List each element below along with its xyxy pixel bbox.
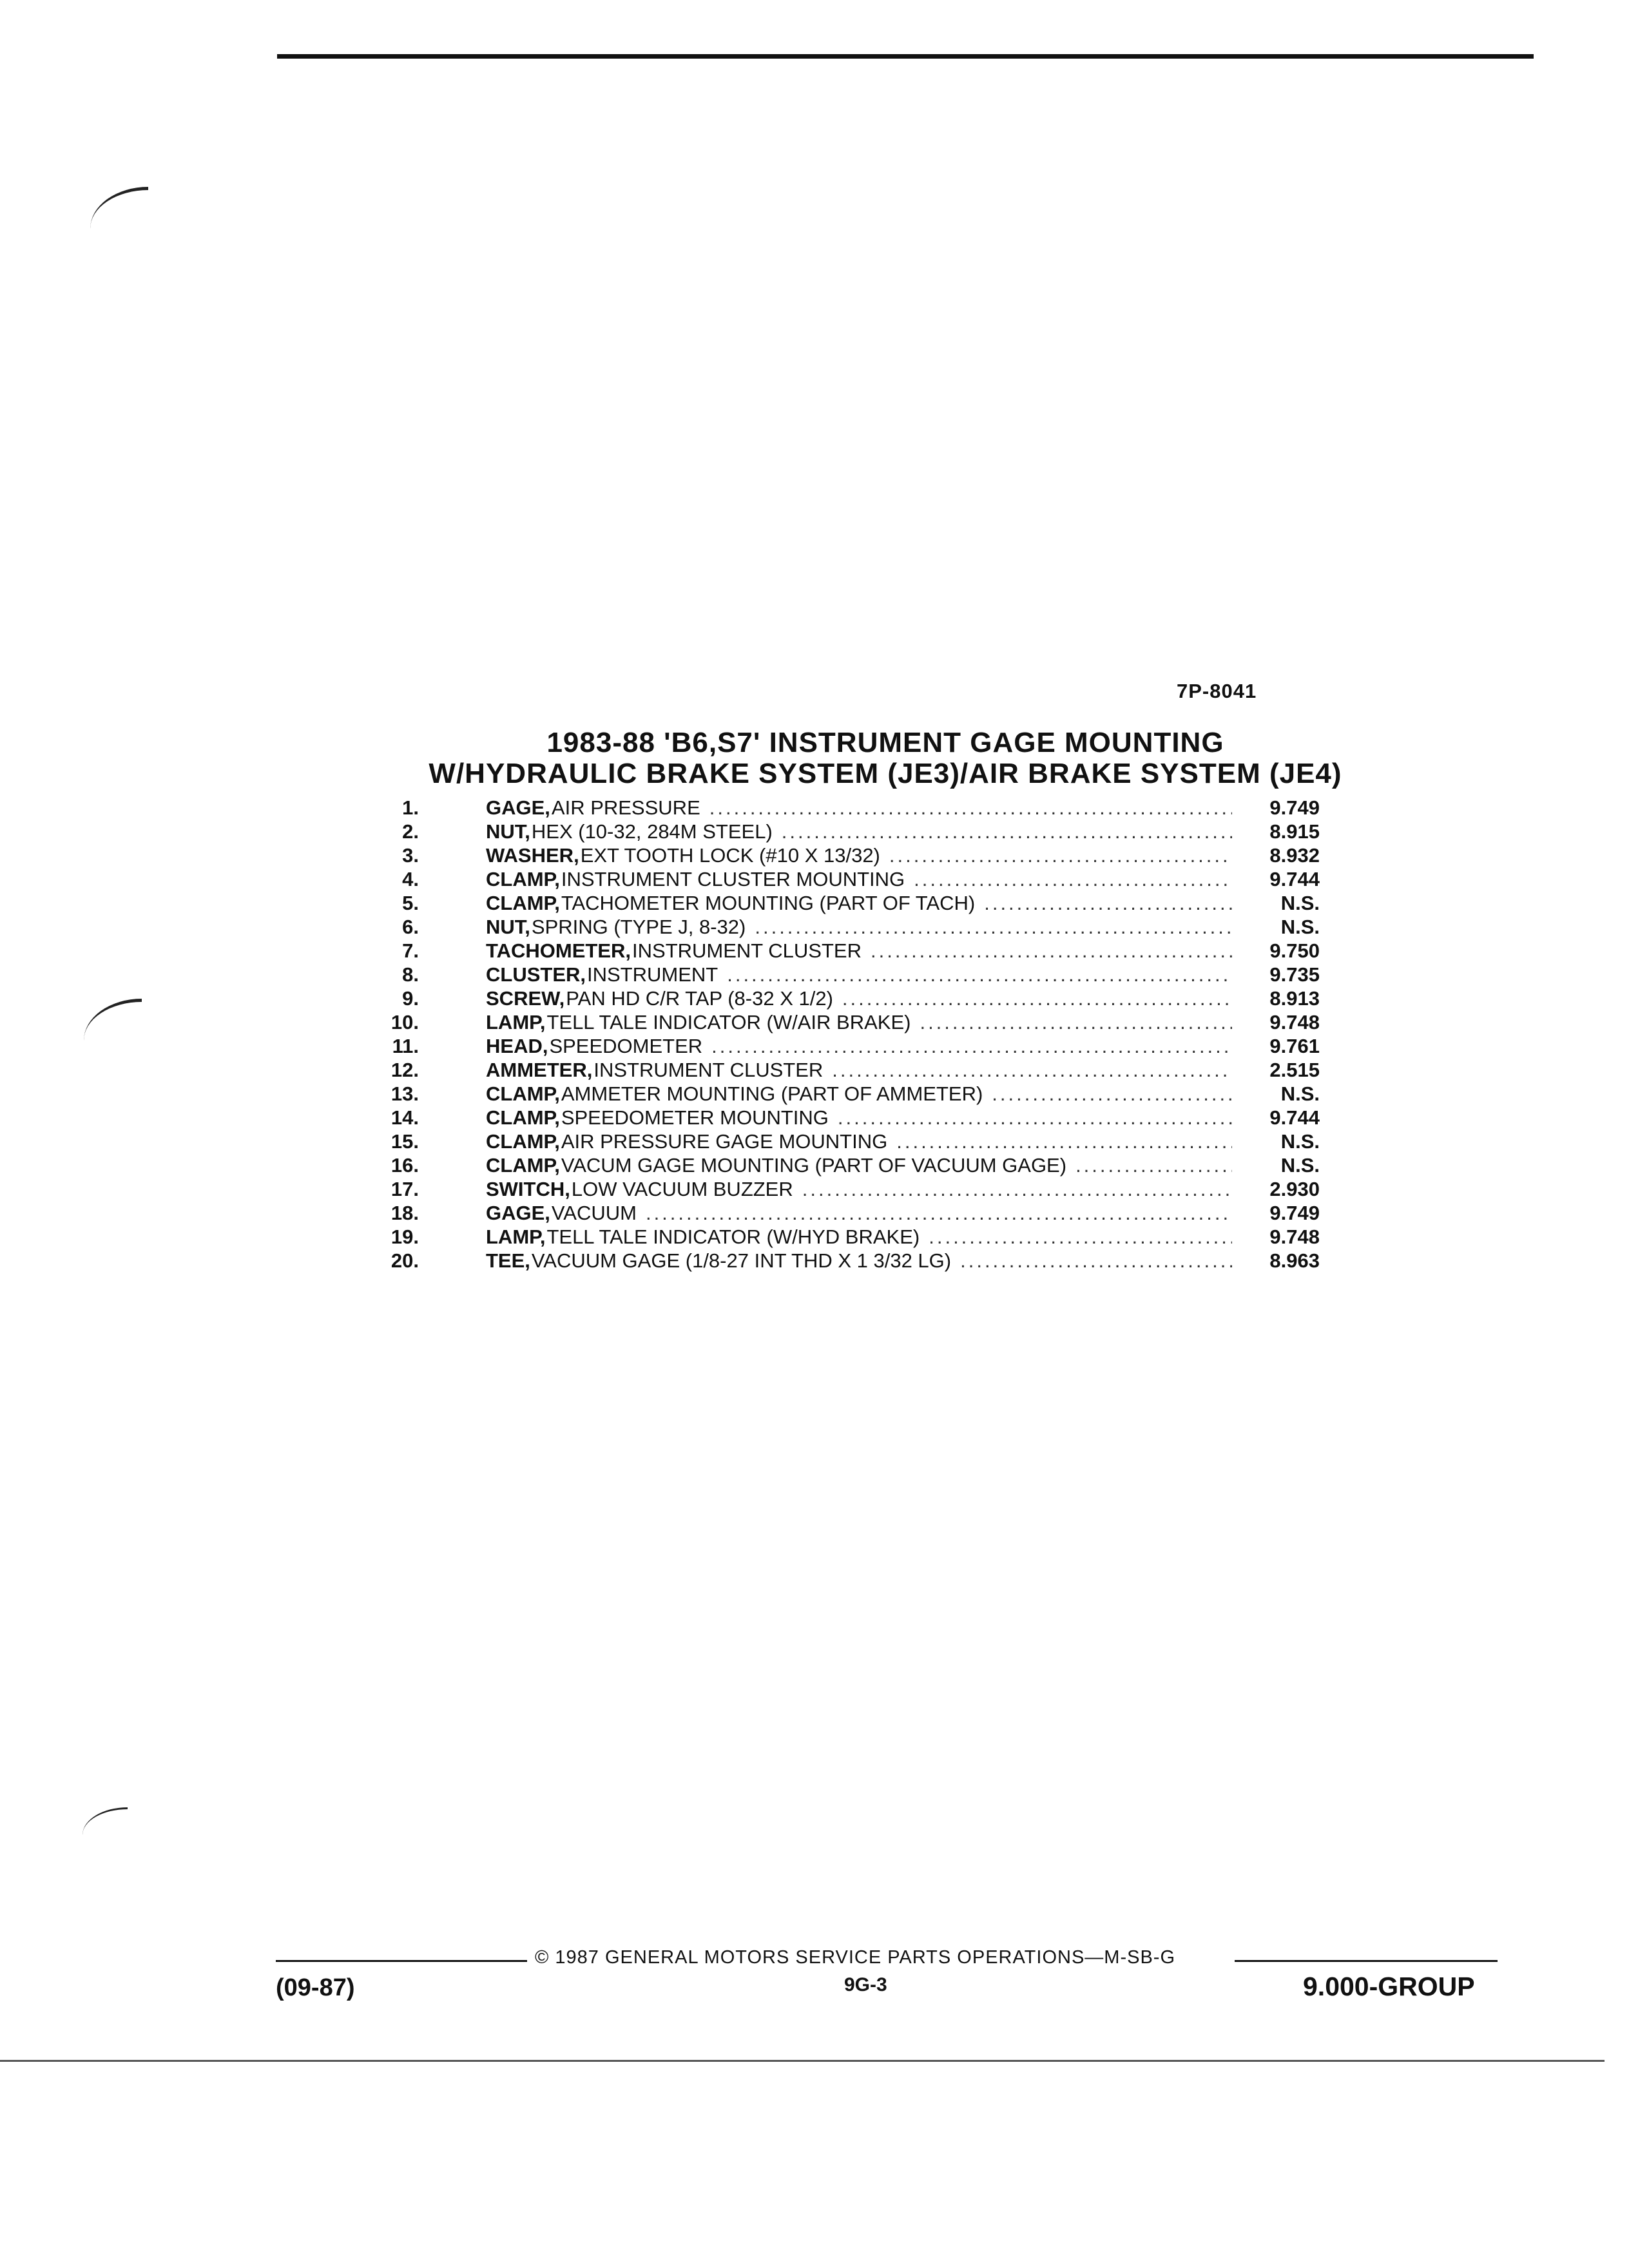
- footer-rule-right: [1235, 1960, 1498, 1962]
- item-number: 14.: [390, 1106, 419, 1129]
- item-part-name: SCREW,: [486, 987, 565, 1010]
- item-number: 20.: [390, 1249, 419, 1272]
- item-group-number: 8.932: [1269, 844, 1320, 867]
- item-group-number: 9.744: [1269, 1106, 1320, 1129]
- item-group-number: 2.930: [1269, 1178, 1320, 1200]
- item-part-spec: SPRING (TYPE J, 8-32): [531, 916, 746, 938]
- item-group-number: 9.744: [1269, 868, 1320, 890]
- item-part-name: CLUSTER,: [486, 963, 586, 986]
- list-item: [374, 1011, 1392, 1035]
- item-group-number: 2.515: [1269, 1059, 1320, 1081]
- item-number: 4.: [402, 868, 419, 890]
- copyright-notice: © 1987 GENERAL MOTORS SERVICE PARTS OPERATIONS—M-SB-G: [535, 1947, 1175, 1968]
- item-part-name: SWITCH,: [486, 1178, 570, 1200]
- list-item: [374, 1082, 1392, 1106]
- dot-leader: [992, 1082, 1232, 1106]
- item-number: 7.: [402, 939, 419, 962]
- dot-leader: [832, 1059, 1232, 1082]
- item-number: 1.: [402, 796, 419, 819]
- top-rule: [277, 54, 1534, 59]
- dot-leader: [842, 987, 1232, 1010]
- list-item: [374, 1225, 1392, 1249]
- dot-leader: [1075, 1154, 1232, 1177]
- group-code: 9.000-GROUP: [1303, 1972, 1475, 2001]
- item-number: 5.: [402, 892, 419, 914]
- binder-hole-mark-2: [84, 999, 142, 1041]
- item-number: 8.: [402, 963, 419, 986]
- list-item: [374, 1130, 1392, 1154]
- item-description: [486, 1130, 1232, 1153]
- item-description: [486, 1106, 1232, 1129]
- dot-leader: [711, 1035, 1232, 1058]
- dot-leader: [920, 1011, 1232, 1034]
- item-number: 13.: [390, 1082, 419, 1105]
- item-number: 10.: [390, 1011, 419, 1033]
- page-number: 9G-3: [844, 1974, 887, 1995]
- item-part-name: HEAD,: [486, 1035, 548, 1057]
- item-number: 9.: [402, 987, 419, 1010]
- item-group-number: N.S.: [1280, 916, 1320, 938]
- item-number: 6.: [402, 916, 419, 938]
- footer-rule-left: [276, 1960, 527, 1962]
- item-part-spec: AMMETER MOUNTING (PART OF AMMETER): [561, 1082, 983, 1105]
- dot-leader: [646, 1202, 1232, 1225]
- item-group-number: 9.749: [1269, 796, 1320, 819]
- dot-leader: [755, 916, 1232, 939]
- item-description: [486, 916, 1232, 939]
- item-description: [486, 987, 1232, 1010]
- list-item: [374, 868, 1392, 892]
- item-group-number: 9.750: [1269, 939, 1320, 962]
- item-description: [486, 1225, 1232, 1249]
- item-description: [486, 963, 1232, 986]
- item-part-name: NUT,: [486, 820, 530, 843]
- binder-hole-mark-1: [90, 187, 148, 229]
- item-part-spec: LOW VACUUM BUZZER: [571, 1178, 793, 1200]
- item-description: [486, 844, 1232, 867]
- item-group-number: 8.913: [1269, 987, 1320, 1010]
- list-item: [374, 1249, 1392, 1273]
- item-part-spec: VACUM GAGE MOUNTING (PART OF VACUUM GAGE): [561, 1154, 1067, 1177]
- item-part-spec: PAN HD C/R TAP (8-32 X 1/2): [566, 987, 833, 1010]
- item-part-name: LAMP,: [486, 1011, 546, 1033]
- item-group-number: 8.963: [1269, 1249, 1320, 1272]
- item-part-spec: SPEEDOMETER: [549, 1035, 703, 1057]
- item-description: [486, 1059, 1232, 1082]
- item-group-number: N.S.: [1280, 892, 1320, 914]
- list-item: [374, 1178, 1392, 1202]
- item-description: [486, 1202, 1232, 1225]
- item-group-number: 9.735: [1269, 963, 1320, 986]
- item-number: 15.: [390, 1130, 419, 1153]
- item-part-name: CLAMP,: [486, 1130, 560, 1153]
- item-part-spec: HEX (10-32, 284M STEEL): [531, 820, 773, 843]
- item-part-spec: INSTRUMENT: [587, 963, 718, 986]
- item-number: 11.: [392, 1035, 419, 1057]
- item-description: [486, 1249, 1232, 1273]
- item-group-number: 9.761: [1269, 1035, 1320, 1057]
- item-part-spec: SPEEDOMETER MOUNTING: [561, 1106, 829, 1129]
- item-group-number: N.S.: [1280, 1082, 1320, 1105]
- list-item: [374, 987, 1392, 1011]
- dot-leader: [727, 963, 1232, 986]
- date-code: (09-87): [276, 1974, 355, 2001]
- document-code: 7P-8041: [1177, 680, 1257, 702]
- item-part-spec: VACUUM: [551, 1202, 637, 1224]
- dot-leader: [709, 796, 1232, 820]
- item-part-name: AMMETER,: [486, 1059, 593, 1081]
- item-part-name: LAMP,: [486, 1225, 546, 1248]
- item-number: 17.: [390, 1178, 419, 1200]
- item-group-number: 8.915: [1269, 820, 1320, 843]
- item-description: [486, 892, 1232, 915]
- item-part-spec: INSTRUMENT CLUSTER: [632, 939, 862, 962]
- bottom-rule: [0, 2060, 1605, 2062]
- item-group-number: 9.748: [1269, 1225, 1320, 1248]
- dot-leader: [984, 892, 1232, 915]
- item-number: 19.: [390, 1225, 419, 1248]
- dot-leader: [782, 820, 1232, 843]
- item-group-number: N.S.: [1280, 1130, 1320, 1153]
- binder-hole-mark-3: [82, 1807, 128, 1835]
- list-item: [374, 916, 1392, 939]
- item-part-spec: INSTRUMENT CLUSTER MOUNTING: [561, 868, 905, 890]
- item-part-name: TACHOMETER,: [486, 939, 631, 962]
- item-group-number: N.S.: [1280, 1154, 1320, 1177]
- item-part-spec: AIR PRESSURE GAGE MOUNTING: [561, 1130, 888, 1153]
- list-item: [374, 1035, 1392, 1059]
- item-part-name: CLAMP,: [486, 1082, 560, 1105]
- item-part-spec: AIR PRESSURE: [551, 796, 700, 819]
- list-item: [374, 1202, 1392, 1225]
- item-number: 3.: [402, 844, 419, 867]
- item-part-name: CLAMP,: [486, 1106, 560, 1129]
- item-part-name: WASHER,: [486, 844, 579, 867]
- item-description: [486, 1082, 1232, 1106]
- dot-leader: [896, 1130, 1232, 1153]
- item-number: 2.: [402, 820, 419, 843]
- dot-leader: [929, 1225, 1232, 1249]
- item-number: 12.: [390, 1059, 419, 1081]
- dot-leader: [802, 1178, 1232, 1201]
- item-part-name: TEE,: [486, 1249, 530, 1272]
- item-part-spec: EXT TOOTH LOCK (#10 X 13/32): [580, 844, 880, 867]
- item-description: [486, 1011, 1232, 1034]
- dot-leader: [914, 868, 1232, 891]
- list-item: [374, 796, 1392, 820]
- list-item: [374, 1059, 1392, 1082]
- item-part-name: GAGE,: [486, 796, 550, 819]
- item-part-spec: TELL TALE INDICATOR (W/AIR BRAKE): [546, 1011, 911, 1033]
- item-group-number: 9.748: [1269, 1011, 1320, 1033]
- item-number: 18.: [390, 1202, 419, 1224]
- list-item: [374, 963, 1392, 987]
- list-item: [374, 939, 1392, 963]
- item-part-spec: TELL TALE INDICATOR (W/HYD BRAKE): [546, 1225, 920, 1248]
- item-description: [486, 1178, 1232, 1201]
- list-item: [374, 820, 1392, 844]
- item-description: [486, 796, 1232, 820]
- dot-leader: [838, 1106, 1232, 1129]
- dot-leader: [871, 939, 1232, 963]
- list-item: [374, 844, 1392, 868]
- item-part-spec: INSTRUMENT CLUSTER: [593, 1059, 824, 1081]
- item-part-name: CLAMP,: [486, 1154, 560, 1177]
- item-description: [486, 1035, 1232, 1058]
- item-description: [486, 939, 1232, 963]
- dot-leader: [960, 1249, 1232, 1273]
- item-part-spec: VACUUM GAGE (1/8-27 INT THD X 1 3/32 LG): [531, 1249, 952, 1272]
- page-title-line-2: W/HYDRAULIC BRAKE SYSTEM (JE3)/AIR BRAKE SYSTEM (JE4): [429, 758, 1342, 789]
- item-part-name: CLAMP,: [486, 868, 560, 890]
- item-part-name: CLAMP,: [486, 892, 560, 914]
- list-item: [374, 1106, 1392, 1130]
- item-description: [486, 820, 1232, 843]
- dot-leader: [889, 844, 1232, 867]
- item-part-name: NUT,: [486, 916, 530, 938]
- list-item: [374, 1154, 1392, 1178]
- item-group-number: 9.749: [1269, 1202, 1320, 1224]
- item-number: 16.: [390, 1154, 419, 1177]
- item-description: [486, 1154, 1232, 1177]
- list-item: [374, 892, 1392, 916]
- item-description: [486, 868, 1232, 891]
- parts-list: [374, 796, 1392, 1273]
- item-part-name: GAGE,: [486, 1202, 550, 1224]
- item-part-spec: TACHOMETER MOUNTING (PART OF TACH): [561, 892, 976, 914]
- page-title-line-1: 1983-88 'B6,S7' INSTRUMENT GAGE MOUNTING: [546, 727, 1224, 758]
